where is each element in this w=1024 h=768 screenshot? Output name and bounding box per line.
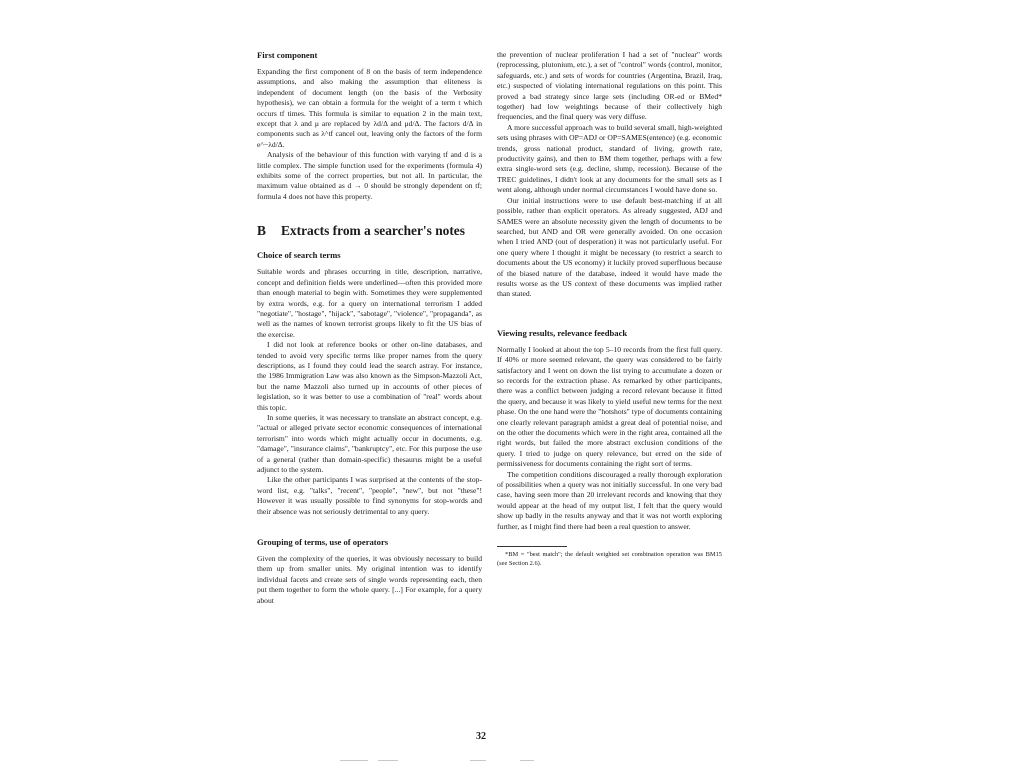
section-title: Extracts from a searcher's notes xyxy=(281,223,465,239)
scan-artifact xyxy=(378,760,398,761)
footnote-rule xyxy=(497,546,567,547)
body-paragraph: Given the complexity of the queries, it was obviously necessary to build them up from smaller units. My original intention was to identify individual facets and create sets of single words representing each, then put them together to form the whole query. [...] For example, for a query about xyxy=(257,554,482,605)
subsection-heading-viewing: Viewing results, relevance feedback xyxy=(497,327,628,338)
body-paragraph: Analysis of the behaviour of this function with varying tf and d is a little complex. The simple function used for the experiments (formula 4) exhibits some of the correct properties, but not all. In particular, the maximum value obtained as d → 0 should be strongly dependent on tf; formula 4 does not have this property. xyxy=(257,150,482,201)
body-paragraph: Normally I looked at about the top 5–10 records from the first full query. If 40% or more seemed relevant, the query was considered to be fairly satisfactory and I went on down the list trying to accumulate a dozen or so records for the extraction phase. As remarked by other participants, there was a conflict between judging a record relevant because it fitted the query, and because it was likely to yield useful new terms for the next phase. On the one hand were the "hotshots" type of documents containing one clearly relevant paragraph amidst a great deal of potential noise, and on the other the documents which were in the right area, contained all the right words, but failed the more abstract exclusion conditions of the query. I tried to judge on query relevance, but erred on the side of permissiveness for documents containing the right sort of terms. xyxy=(497,344,722,469)
subsection-heading-first-component: First component xyxy=(257,50,318,60)
footnote: *BM = "best match"; the default weighted set combination operation was BM15 (see Section 2.6). xyxy=(497,551,722,567)
body-paragraph: Our initial instructions were to use default best-matching if at all possible, rather than explicit operators. As already suggested, ADJ and SAMES were an absolute necessity given the length of documents to be searched, but AND and OR were generally avoided. On one occasion when I tried AND (out of desperation) it was not particularly useful. For one query where I thought it might be necessary (to restrict a search to documents about the US economy) it luckily proved superfluous because of the biased nature of the database, indeed it would have made the results worse as the US context of these documents was implied rather than stated. xyxy=(497,195,722,299)
body-paragraph: A more successful approach was to build several small, high-weighted sets using phrases with OP=ADJ or OP=SAMES(entence) (e.g. economic trends, gross national product, standard of living, growth rate, productivity gains), and then to BM them together, perhaps with a few extra single-word sets (e.g. decline, slump, recession). Because of the TREC guidelines, I didn't look at any documents for the small sets as I went along, although under normal circumstances I would have done so. xyxy=(497,122,722,195)
section-heading-b xyxy=(257,222,482,239)
subsection-heading-grouping: Grouping of terms, use of operators xyxy=(257,537,389,548)
scan-artifact xyxy=(470,760,486,761)
body-paragraph: Expanding the first component of 8 on the basis of term independence assumptions, and also making the assumption that eliteness is independent of document length (on the basis of the Verbosity hypothesis), we can obtain a formula for the weight of a term t which occurs tf times. This formula is similar to equation 2 in the main text, except that λ and μ are replaced by λd/Δ and μd/Δ. The factors d/Δ in components such as λ^tf cancel out, leaving only the factors of the form e^−λd/Δ. xyxy=(257,67,482,149)
body-paragraph: the prevention of nuclear proliferation I had a set of "nuclear" words (reprocessing, plutonium, etc.), a set of "control" words (control, monitor, safeguards, etc.) and sets of words for countries (Argentina, Brazil, Iraq, etc.) suspected of violating international regulations on this point. This proved a bad strategy since large sets (including OR-ed or BMed* together) had low weightings because of their collectively high frequencies, and the final query was very diffuse. xyxy=(497,50,722,122)
right-column xyxy=(497,50,722,568)
scan-artifact xyxy=(340,760,368,761)
body-paragraph: Suitable words and phrases occurring in title, description, narrative, concept and definition fields were underlined—often this provided more than enough material to begin with. Sometimes they were supplemented by extra words, e.g. for a query on international terrorism I added "negotiate", "hostage", "hijack", "sabotage", "violence", "propaganda", as well as the names of known terrorist groups likely to fit the US bias of the exercise. xyxy=(257,267,482,339)
body-paragraph: I did not look at reference books or other on-line databases, and tended to avoid very specific terms like proper names from the query descriptions, as I found they could lead the search astray. For instance, the 1986 Immigration Law was also known as the Simpson-Mazzoli Act, but the name Mazzoli also turned up in accounts of other pieces of legislation, so it was better to use a combination of "real" words about this topic. xyxy=(257,340,482,412)
scan-artifact xyxy=(520,760,534,761)
page-number: 32 xyxy=(476,731,486,742)
subsection-heading-choice: Choice of search terms xyxy=(257,250,341,261)
section-number: B xyxy=(257,223,266,239)
body-paragraph: Like the other participants I was surprised at the contents of the stop-word list, e.g. "talks", "recent", "people", "new", but not "these"! However it was usually possible to find synonyms for stop-words and their absence was not seriously detrimental to any query. xyxy=(257,475,482,516)
left-column xyxy=(257,50,482,606)
body-paragraph: In some queries, it was necessary to translate an abstract concept, e.g. "actual or alleged private sector economic consequences of international terrorism" into words which might actually occur in documents, e.g. "damage", "insurance claims", "bankruptcy", etc. For this purpose the use of a general (rather than domain-specific) thesaurus might be a useful adjunct to the system. xyxy=(257,412,482,474)
body-paragraph: The competition conditions discouraged a really thorough exploration of possibilities when a query was not initially successful. In one very bad case, having seen more than 20 irrelevant records and knowing that they would appear at the head of my output list, I felt that the query would show up badly in the results anyway and that it was not worth exploring further, as I might find there had been a real question to answer. xyxy=(497,469,722,531)
